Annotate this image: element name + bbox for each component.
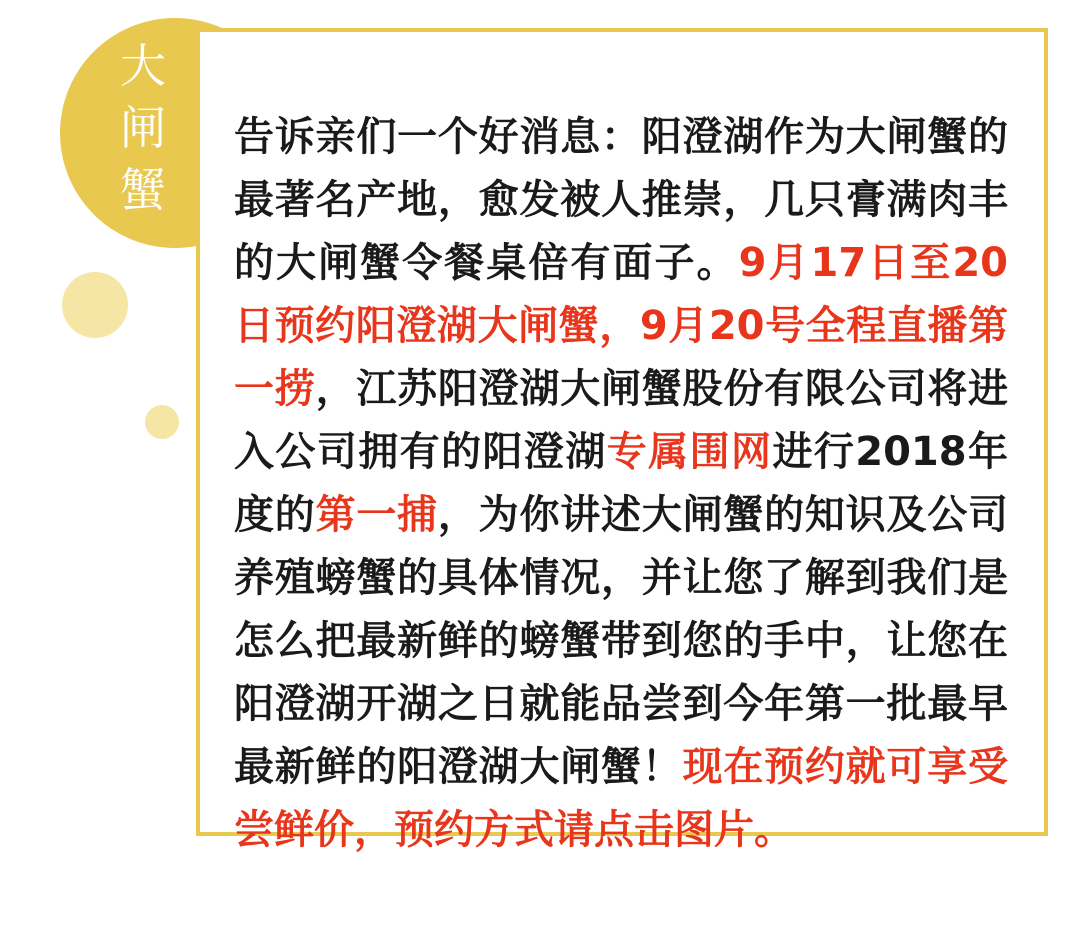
decorative-circle-medium <box>62 272 128 338</box>
body-segment-8: ，为你讲述大闸蟹的知识及公司养殖螃蟹的具体情况，并让您了解到我们是怎么把最新鲜的螃蟹带到您的手中，让您在阳澄湖开湖之日就能品尝到今年第一批最早最新鲜的阳澄湖大闸蟹！ <box>234 492 1009 790</box>
vertical-title-char-2: 闸 <box>120 103 168 154</box>
content-card <box>196 28 1048 853</box>
body-segment-2: 阳澄湖作为大闸蟹的最著名产地，愈发被人推崇，几只膏满肉丰的大闸蟹令餐桌倍有面子。 <box>234 114 1009 286</box>
vertical-title-char-3: 蟹 <box>120 165 168 216</box>
body-segment-6: 进行2018年度的 <box>234 429 1009 538</box>
body-segment-3: 9月17日至20日预约阳澄湖大闸蟹，9月20号全程直播第一捞 <box>234 240 1008 412</box>
body-segment-5: 专属围网 <box>606 429 773 475</box>
decorative-circle-small <box>145 405 179 439</box>
body-segment-4: ，江苏阳澄湖大闸蟹股份有限公司将进入公司拥有的阳澄湖 <box>234 366 1009 475</box>
body-segment-9: 现在预约就可享受尝鲜价，预约方式请点击图片。 <box>234 744 1009 853</box>
vertical-title-char-1: 大 <box>120 41 168 92</box>
promo-body-text <box>234 106 1008 862</box>
content-card-inner <box>200 32 1044 932</box>
body-segment-1: 告诉亲们一个好消息： <box>234 114 642 160</box>
vertical-title <box>104 36 184 222</box>
body-segment-7: 第一捕 <box>315 492 438 538</box>
